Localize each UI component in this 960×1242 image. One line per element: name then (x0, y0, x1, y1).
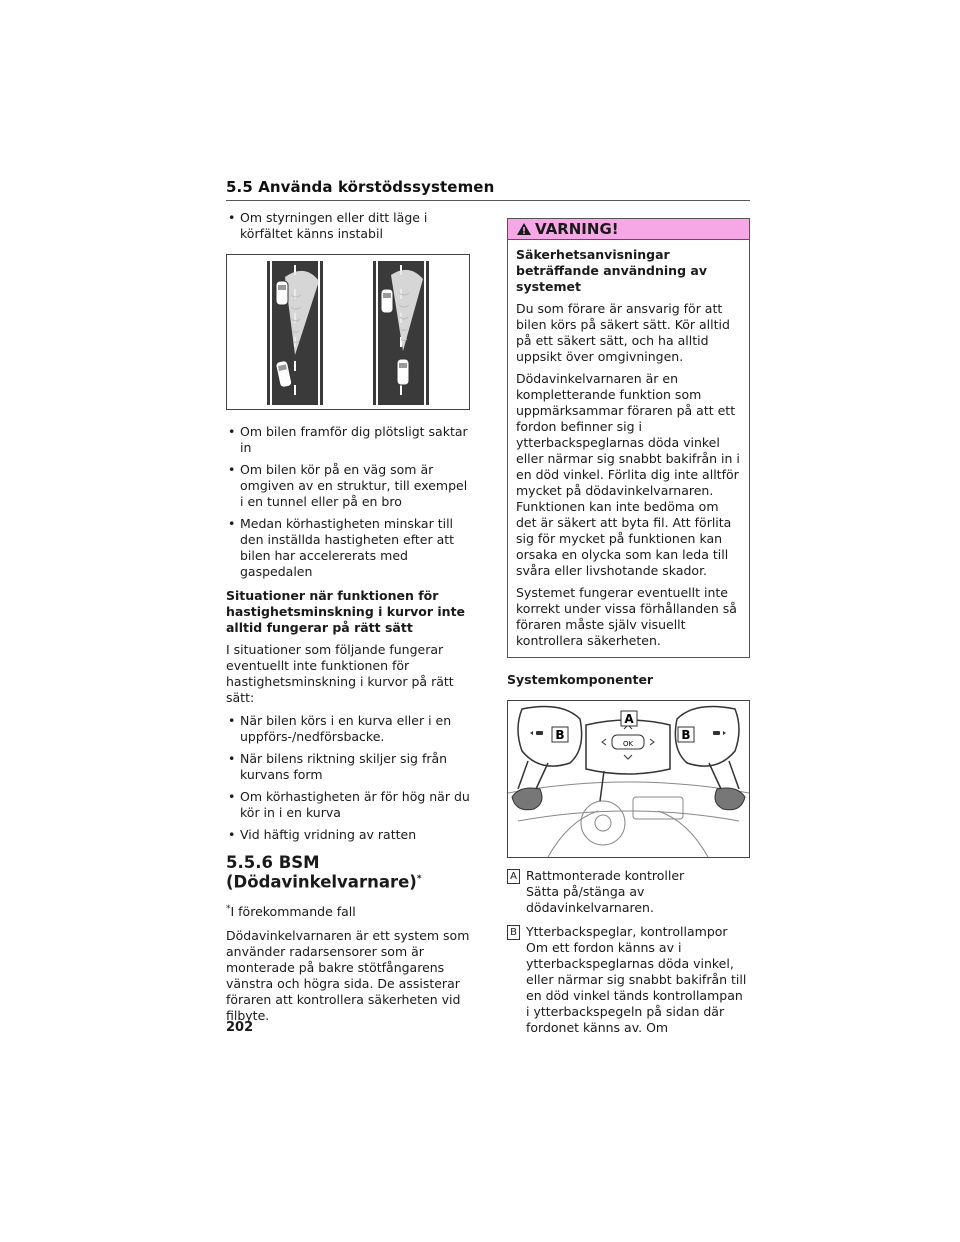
legend-desc: Om ett fordon känns av i ytterbackspeglarnas döda vinkel, eller närmar sig snabbt bakifrån till en död vinkel tänds kontrollampan i ytterbackspegeln på sidan där fordonet känns av. Om (526, 940, 747, 1035)
left-column (226, 210, 471, 1031)
bullet-list-mid (226, 424, 471, 580)
warning-paragraph: Dödavinkelvarnaren är en kompletterande funktion som uppmärksammar föraren på att ett fordon befinner sig i ytterbackspeglarnas döda vinkel eller närmar sig snabbt bakifrån in i en död vinkel. Förlita dig inte alltför mycket på dödavinkelvarnaren. Funktionen kan inte bedöma om det är säkert att byta fil. Att förlita sig för mycket på funktionen kan orsaka en olycka som kan leda till svåra eller livshotande skador. (516, 371, 740, 578)
list-item: • När bilens riktning skiljer sig från kurvans form (226, 751, 471, 783)
list-item: • Om bilen framför dig plötsligt saktar in (226, 424, 471, 456)
warning-paragraph: Du som förare är ansvarig för att bilen körs på säkert sätt. Kör alltid på ett säkert sätt, och ha alltid uppsikt över omgivningen. (516, 301, 730, 364)
footnote-text: I förekommande fall (230, 903, 356, 919)
legend-title: Ytterbackspeglar, kontrollampor (526, 924, 728, 939)
warning-triangle-icon (516, 222, 532, 236)
list-item: • Om körhastigheten är för hög när du kör in i en kurva (226, 789, 471, 821)
section-header: 5.5 Använda körstödssystemen (226, 178, 750, 201)
legend-tag: B (507, 925, 520, 940)
section-title-text: 5.5.6 BSM (Dödavinkelvarnare) (226, 853, 417, 892)
footnote-marker: * (416, 874, 422, 884)
components-heading: Systemkomponenter (507, 672, 654, 687)
list-item: • Medan körhastigheten minskar till den inställda hastigheten efter att bilen har accelererats med gaspedalen (226, 516, 471, 580)
label-b-right: B (681, 728, 691, 742)
legend-item-a (507, 868, 750, 916)
subheading: Situationer när funktionen för hastighetsminskning i kurvor inte alltid fungerar på rätt sätt (226, 588, 466, 635)
dashboard-illustration (507, 700, 750, 858)
legend-tag: A (507, 869, 520, 884)
legend-text (526, 868, 750, 916)
bullet-list-top (226, 210, 471, 242)
car-icon (276, 281, 288, 305)
dashboard-figure (508, 701, 749, 857)
ok-button-label: OK (622, 740, 634, 748)
road-illustration (226, 254, 470, 410)
legend-desc: Sätta på/stänga av dödavinkelvarnaren. (526, 884, 654, 915)
warning-header (508, 219, 749, 240)
warning-body (508, 240, 749, 657)
warning-box (507, 218, 750, 658)
footnote (226, 901, 471, 920)
body-paragraph: Dödavinkelvarnaren är ett system som använder radarsensorer som är monterade på bakre stötfångarens vänstra och högra sida. De assisterar föraren att kontrollera säkerheten vid filbyte. (226, 927, 470, 1023)
warning-paragraph: Systemet fungerar eventuellt inte korrekt under vissa förhållanden så föraren måste själv visuellt kontrollera säkerheten. (516, 585, 737, 648)
legend-text (526, 924, 750, 1036)
list-item: • Vid häftig vridning av ratten (226, 827, 471, 843)
car-icon (381, 289, 393, 313)
list-item: • När bilen körs i en kurva eller i en uppförs-/nedförsbacke. (226, 713, 471, 745)
page-number: 202 (226, 1020, 254, 1035)
list-item: • Om bilen kör på en väg som är omgiven av en struktur, till exempel i en tunnel eller på en bro (226, 462, 471, 510)
right-column (507, 218, 750, 1044)
car-icon (397, 359, 409, 385)
label-b-left: B (555, 728, 565, 742)
section-title (226, 855, 471, 891)
warning-title: VARNING! (535, 220, 619, 238)
warning-subheading: Säkerhetsanvisningar beträffande användning av systemet (516, 247, 707, 294)
intro-paragraph: I situationer som följande fungerar eventuellt inte funktionen för hastighetsminskning i kurvor på rätt sätt: (226, 642, 454, 705)
bullet-list-bottom (226, 713, 471, 843)
legend-item-b (507, 924, 750, 1036)
label-a: A (624, 712, 634, 726)
list-item: • Om styrningen eller ditt läge i körfältet känns instabil (226, 210, 471, 242)
road-curve-illustration (227, 255, 469, 409)
footnote-marker: * (226, 903, 231, 914)
legend-title: Rattmonterade kontroller (526, 868, 685, 883)
